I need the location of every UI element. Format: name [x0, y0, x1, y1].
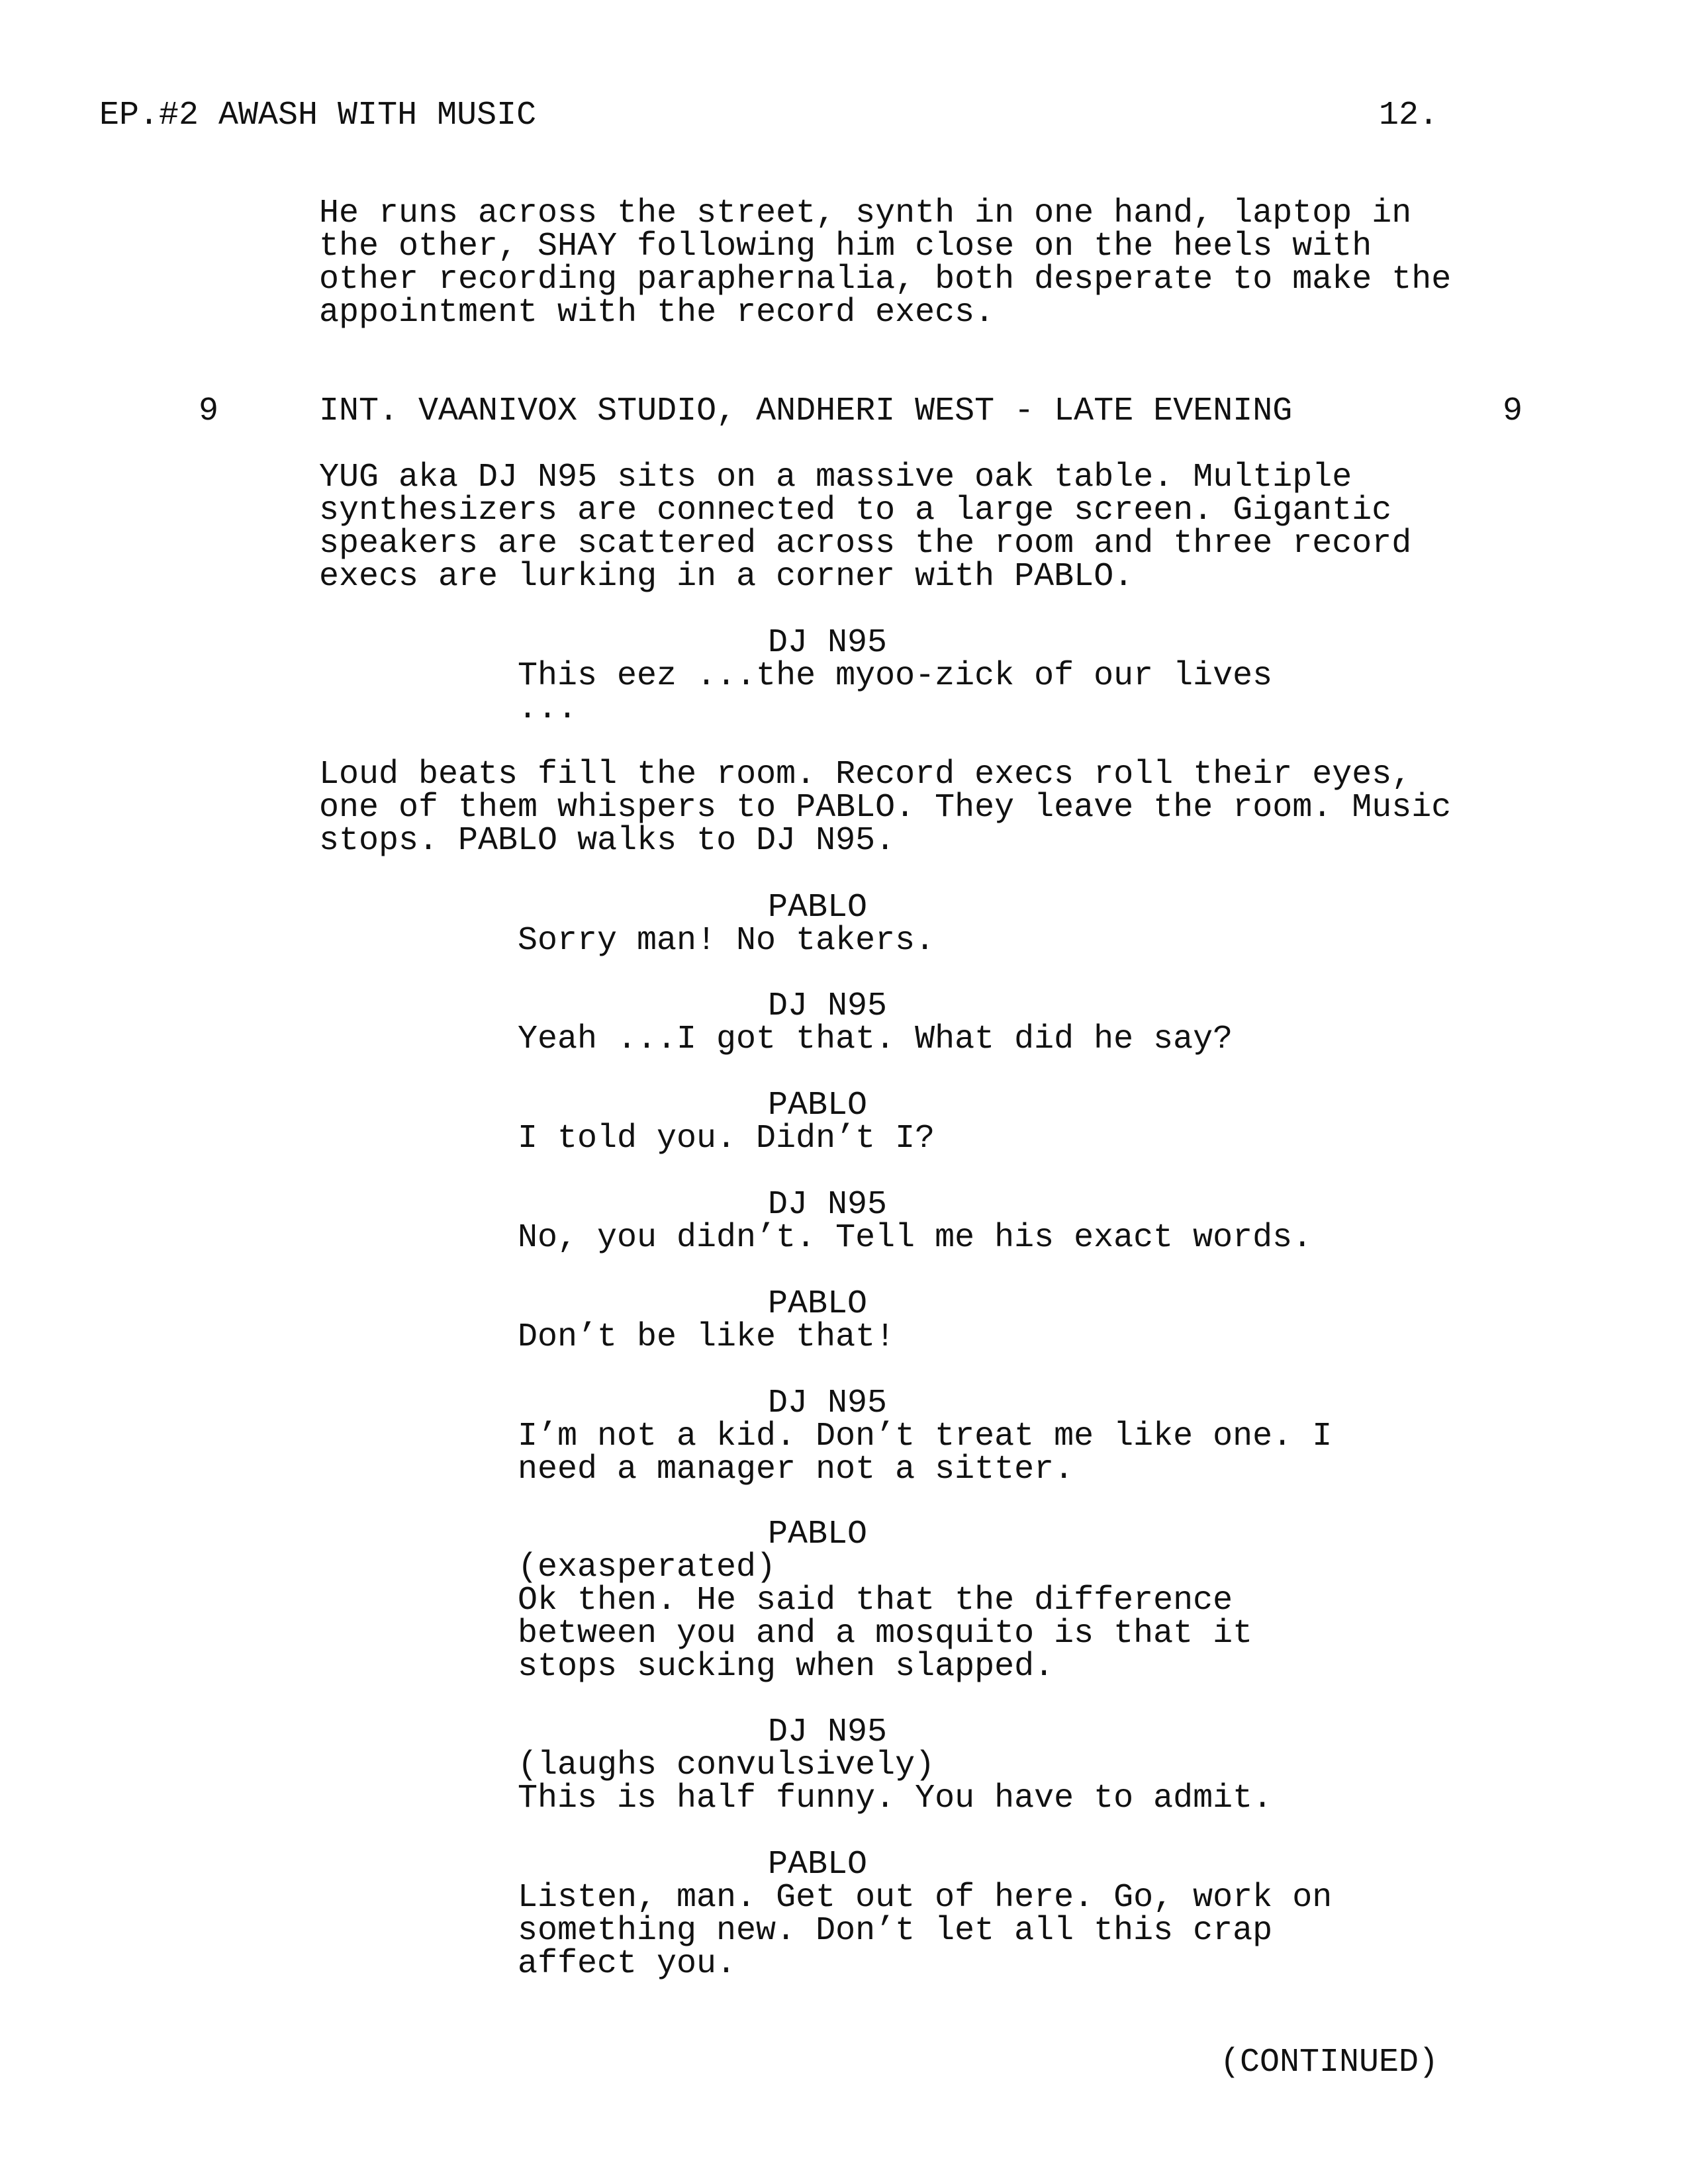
action-paragraph: YUG aka DJ N95 sits on a massive oak table. Multiple synthesizers are connected to a large screen. Gigantic speakers are scattered across the room and three record execs are lurking in a corner with PABLO.	[319, 459, 1412, 596]
dialogue-text: Don’t be like that!	[518, 1318, 896, 1356]
parenthetical: (laughs convulsively)	[518, 1747, 935, 1784]
character-name: DJ N95	[768, 1385, 888, 1422]
scene-number-right: 9	[1503, 392, 1523, 430]
parenthetical: (exasperated)	[518, 1549, 776, 1586]
continued-marker: (CONTINUED)	[1220, 2044, 1439, 2081]
character-name: DJ N95	[768, 1713, 888, 1751]
dialogue-text: I told you. Didn’t I?	[518, 1120, 935, 1158]
character-name: PABLO	[768, 1516, 868, 1553]
dialogue-text: Sorry man! No takers.	[518, 922, 935, 960]
dialogue-text: This eez ...the myoo-zick of our lives ...	[518, 657, 1273, 728]
character-name: PABLO	[768, 889, 868, 927]
action-paragraph: Loud beats fill the room. Record execs roll their eyes, one of them whispers to PABLO. They leave the room. Music stops. PABLO walks to DJ N95.	[319, 756, 1452, 860]
character-name: PABLO	[768, 1087, 868, 1124]
action-paragraph: He runs across the street, synth in one hand, laptop in the other, SHAY following him close on the heels with other recording paraphernalia, both desperate to make the appointment with the record execs.	[319, 195, 1452, 332]
dialogue-text: Ok then. He said that the difference between you and a mosquito is that it stops sucking when slapped.	[518, 1582, 1253, 1686]
character-name: PABLO	[768, 1846, 868, 1884]
page-number: 12.	[1379, 97, 1439, 134]
character-name: DJ N95	[768, 1186, 888, 1224]
episode-title: EP.#2 AWASH WITH MUSIC	[99, 97, 537, 134]
dialogue-text: This is half funny. You have to admit.	[518, 1780, 1273, 1817]
dialogue-text: Listen, man. Get out of here. Go, work on something new. Don’t let all this crap affect you.	[518, 1879, 1333, 1983]
character-name: DJ N95	[768, 624, 888, 662]
character-name: PABLO	[768, 1285, 868, 1323]
character-name: DJ N95	[768, 987, 888, 1025]
dialogue-text: No, you didn’t. Tell me his exact words.	[518, 1219, 1313, 1257]
scene-heading: INT. VAANIVOX STUDIO, ANDHERI WEST - LATE EVENING	[319, 392, 1293, 430]
dialogue-text: I’m not a kid. Don’t treat me like one. I need a manager not a sitter.	[518, 1418, 1333, 1488]
scene-number-left: 9	[199, 392, 219, 430]
dialogue-text: Yeah ...I got that. What did he say?	[518, 1021, 1233, 1058]
